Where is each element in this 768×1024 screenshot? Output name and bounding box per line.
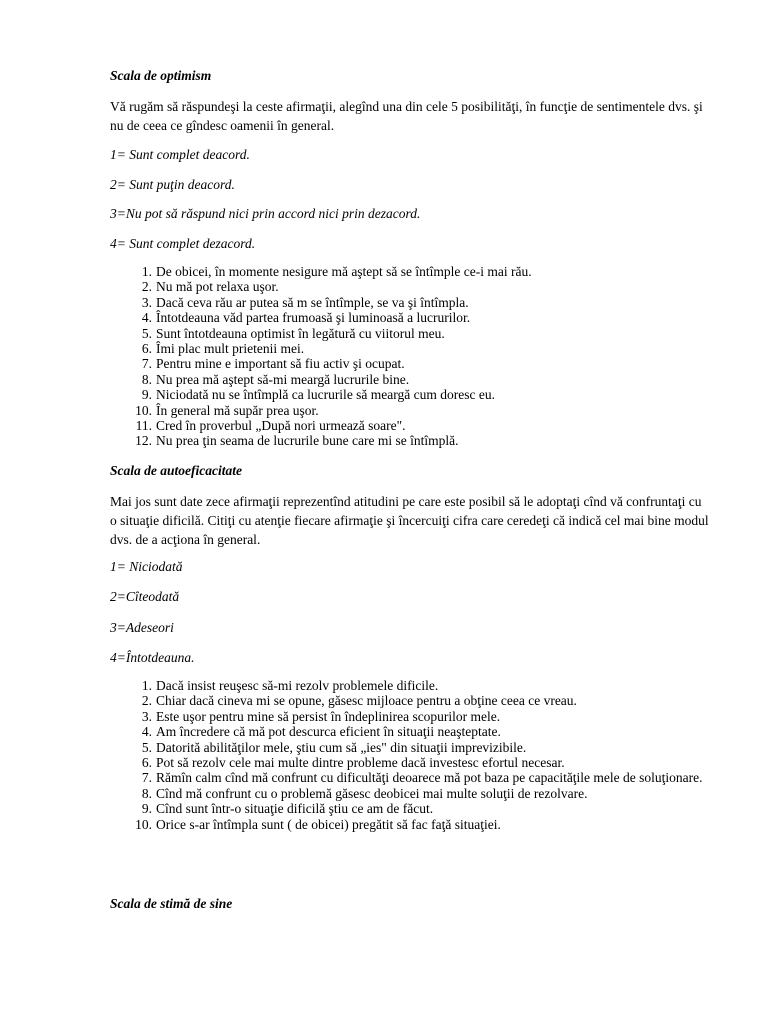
item-number: 10.: [135, 402, 152, 418]
list-item: [110, 724, 720, 739]
item-number: 9.: [141, 801, 152, 817]
list-item: [110, 755, 720, 770]
item-text: Nu prea mă aştept să-mi meargă lucrurile bine.: [156, 371, 410, 387]
list-item: [110, 326, 720, 341]
item-number: 12.: [135, 433, 152, 449]
item-number: 6.: [141, 755, 152, 771]
optimism-scale-3: 3=Nu pot să răspund nici prin accord nici prin dezacord.: [110, 206, 421, 221]
selfefficacy-scale-3: 3=Adeseori: [110, 620, 174, 635]
item-number: 4.: [141, 310, 152, 326]
item-text: Datorită abilităţilor mele, ştiu cum să „ies" din situaţii imprevizibile.: [156, 739, 527, 755]
item-text: Îmi plac mult prietenii mei.: [156, 341, 305, 357]
optimism-scale-1: 1= Sunt complet deacord.: [110, 147, 250, 162]
item-number: 7.: [141, 770, 152, 786]
list-item: [110, 817, 720, 832]
item-text: În general mă supăr prea uşor.: [156, 402, 319, 418]
list-item: [110, 372, 720, 387]
selfefficacy-scale-1: 1= Niciodată: [110, 559, 183, 574]
item-number: 7.: [141, 356, 152, 372]
selfefficacy-intro: Mai jos sunt date zece afirmaţii reprezentînd atitudini pe care este posibil să le adoptaţi cînd vă confruntaţi cu o situaţie dificilă. Citiţi cu atenţie fiecare afirmaţie şi încercuiţi cifra care ceredeţi că indică cel mai bine modul dvs. de a acţiona în general.: [110, 494, 709, 547]
item-number: 1.: [141, 264, 152, 279]
list-item: [110, 279, 720, 294]
item-number: 5.: [141, 739, 152, 755]
item-number: 11.: [135, 418, 152, 434]
item-number: 6.: [141, 341, 152, 357]
item-text: De obicei, în momente nesigure mă aştept să se întîmple ce-i mai rău.: [156, 264, 532, 279]
item-text: Cînd sunt într-o situaţie dificilă ştiu ce am de făcut.: [156, 801, 434, 817]
item-text: Nu prea ţin seama de lucrurile bune care mi se întîmplă.: [156, 433, 459, 449]
item-text: Pot să rezolv cele mai multe dintre probleme dacă investesc efortul necesar.: [156, 755, 565, 771]
item-number: 10.: [135, 816, 152, 832]
item-number: 8.: [141, 371, 152, 387]
selfesteem-heading: Scala de stimă de sine: [110, 896, 233, 911]
selfefficacy-scale-4: 4=Întotdeauna.: [110, 650, 195, 665]
item-text: Orice s-ar întîmpla sunt ( de obicei) pregătit să fac faţă situaţiei.: [156, 816, 501, 832]
item-number: 3.: [141, 708, 152, 724]
list-item: [110, 310, 720, 325]
item-text: Niciodată nu se întîmplă ca lucrurile să meargă cum doresc eu.: [156, 387, 495, 403]
item-text: Cînd mă confrunt cu o problemă găsesc deobicei mai multe soluţii de rezolvare.: [156, 785, 588, 801]
item-number: 8.: [141, 785, 152, 801]
list-item: [110, 693, 720, 708]
item-text: Am încredere că mă pot descurca eficient în situaţii neaşteptate.: [156, 724, 501, 740]
selfefficacy-heading: Scala de autoeficacitate: [110, 463, 242, 478]
list-item: [110, 418, 720, 433]
list-item: [110, 264, 720, 279]
list-item: [110, 403, 720, 418]
item-text: Dacă ceva rău ar putea să m se întîmple, se va şi întîmpla.: [156, 294, 469, 310]
item-number: 2.: [141, 279, 152, 295]
item-text: Pentru mine e important să fiu activ şi ocupat.: [156, 356, 405, 372]
list-item: [110, 678, 720, 693]
item-text: Este uşor pentru mine să persist în îndeplinirea scopurilor mele.: [156, 708, 501, 724]
list-item: [110, 770, 720, 785]
item-number: 4.: [141, 724, 152, 740]
optimism-intro: Vă rugăm să răspundeşi la ceste afirmaţii, alegînd una din cele 5 posibilităţi, în funcţie de sentimentele dvs. şi nu de ceea ce gîndesc oamenii în general.: [110, 99, 703, 133]
list-item: [110, 740, 720, 755]
item-number: 5.: [141, 325, 152, 341]
list-item: [110, 356, 720, 371]
item-number: 1.: [141, 678, 152, 693]
item-text: Nu mă pot relaxa uşor.: [156, 279, 279, 295]
optimism-scale-4: 4= Sunt complet dezacord.: [110, 236, 256, 251]
item-text: Cred în proverbul „După nori urmează soare".: [156, 418, 406, 434]
item-text: Rămîn calm cînd mă confrunt cu dificultăţi deoarece mă pot baza pe capacităţile mele de soluţionare.: [156, 770, 703, 786]
item-text: Întotdeauna văd partea frumoasă şi luminoasă a lucrurilor.: [156, 310, 471, 326]
selfefficacy-scale-2: 2=Cîteodată: [110, 589, 180, 604]
list-item: [110, 387, 720, 402]
item-number: 9.: [141, 387, 152, 403]
list-item: [110, 433, 720, 448]
optimism-scale-2: 2= Sunt puţin deacord.: [110, 177, 235, 192]
list-item: [110, 295, 720, 310]
optimism-item-list: [110, 264, 720, 449]
list-item: [110, 709, 720, 724]
list-item: [110, 801, 720, 816]
item-text: Chiar dacă cineva mi se opune, găsesc mijloace pentru a obţine ceea ce vreau.: [156, 693, 577, 709]
list-item: [110, 341, 720, 356]
selfefficacy-item-list: [110, 678, 720, 832]
optimism-heading: Scala de optimism: [110, 68, 212, 83]
item-text: Dacă insist reuşesc să-mi rezolv problemele dificile.: [156, 678, 439, 693]
item-number: 2.: [141, 693, 152, 709]
item-text: Sunt întotdeauna optimist în legătură cu viitorul meu.: [156, 325, 445, 341]
item-number: 3.: [141, 294, 152, 310]
list-item: [110, 786, 720, 801]
